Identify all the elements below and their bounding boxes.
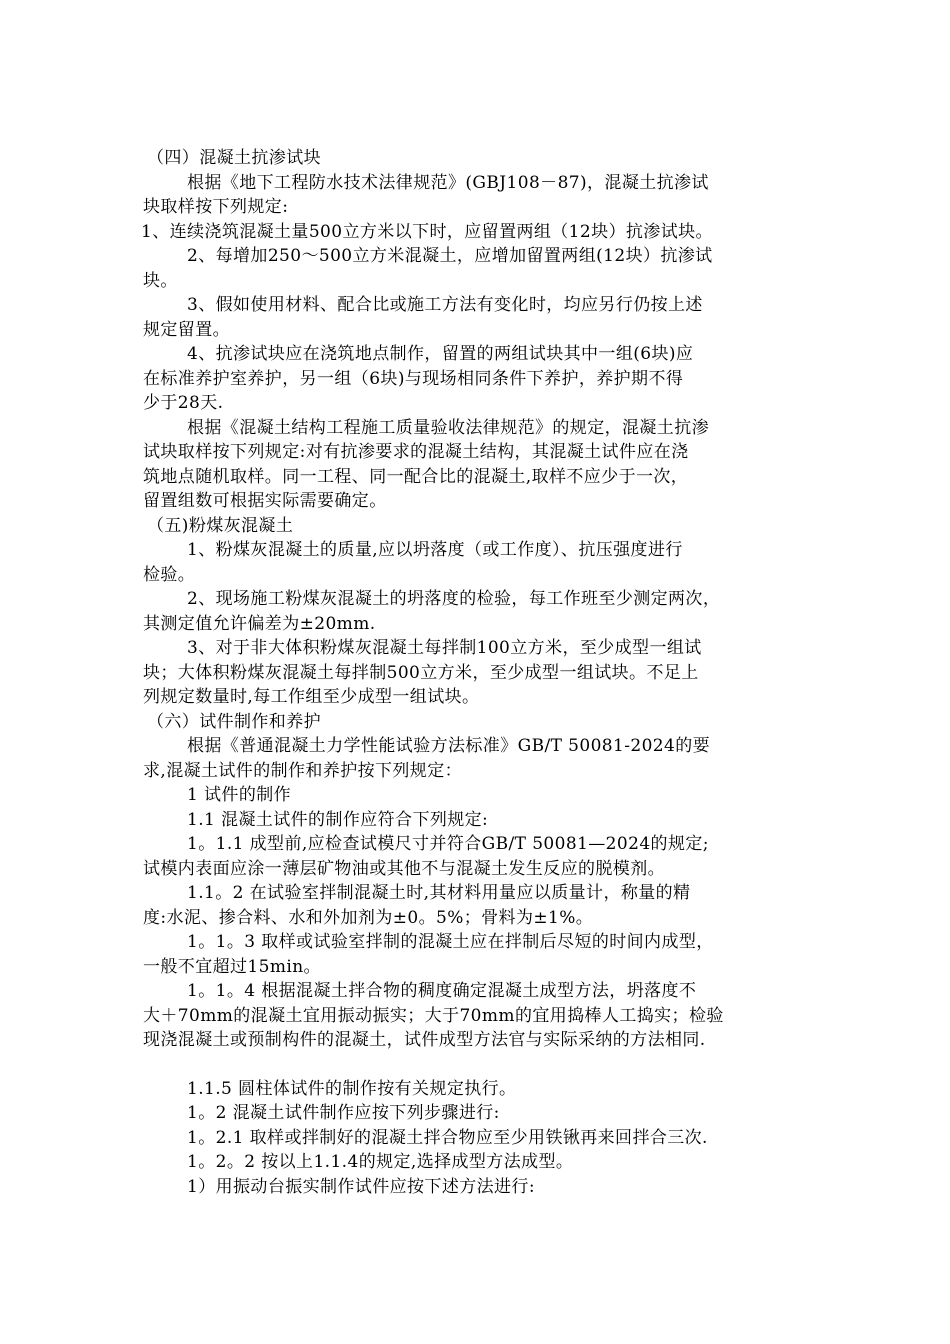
text-line: 4、抗渗试块应在浇筑地点制作，留置的两组试块其中一组(6块)应	[187, 344, 694, 364]
text-line: 1。1。3 取样或试验室拌制的混凝土应在拌制后尽短的时间内成型，	[187, 932, 714, 952]
text-line: 2、现场施工粉煤灰混凝土的坍落度的检验，每工作班至少测定两次，	[187, 589, 721, 609]
text-line: 试模内表面应涂一薄层矿物油或其他不与混凝土发生反应的脱模剂。	[143, 858, 665, 879]
text-line: 块；大体积粉煤灰混凝土每拌制500立方米，至少成型一组试块。不足上	[143, 662, 699, 683]
section-heading-6: （六）试件制作和养护	[147, 711, 321, 732]
text-line: 检验。	[143, 564, 196, 585]
text-line: 1.1。2 在试验室拌制混凝土时,其材料用量应以质量计，称量的精	[187, 883, 691, 903]
text-line: 其测定值允许偏差为±20mm.	[143, 613, 376, 634]
text-line: 求,混凝土试件的制作和养护按下列规定：	[143, 760, 463, 781]
text-line: 列规定数量时,每工作组至少成型一组试块。	[143, 687, 480, 707]
text-line: 1。2 混凝土试件制作应按下列步骤进行:	[187, 1103, 500, 1123]
text-line: 1。1.1 成型前,应检查试模尺寸并符合GB/T 50081—2024的规定;	[187, 834, 709, 854]
text-line: 块。	[143, 270, 178, 291]
text-line: 根据《地下工程防水技术法律规范》(GBJ108－87)，混凝土抗渗试	[187, 172, 709, 193]
section-heading-4: （四）混凝土抗渗试块	[147, 148, 321, 168]
text-line: 3、假如使用材料、配合比或施工方法有变化时，均应另行仍按上述	[187, 295, 703, 315]
text-line: 一般不宜超过15min。	[143, 956, 321, 977]
blank-line	[143, 1053, 813, 1077]
text-line: 筑地点随机取样。同一工程、同一配合比的混凝土,取样不应少于一次，	[143, 466, 689, 487]
text-line: 1。2.1 取样或拌制好的混凝土拌合物应至少用铁锹再来回拌合三次.	[187, 1127, 708, 1148]
text-line: 根据《普通混凝土力学性能试验方法标准》GB/T 50081-2024的要	[187, 736, 711, 756]
text-line: 少于28天.	[143, 393, 224, 413]
text-line: 1。1。4 根据混凝土拌合物的稠度确定混凝土成型方法，坍落度不	[187, 981, 697, 1001]
document-body	[143, 146, 813, 1199]
text-line: 1）用振动台振实制作试件应按下述方法进行:	[187, 1176, 535, 1197]
text-line: 1。2。2 按以上1.1.4的规定,选择成型方法成型。	[187, 1152, 574, 1172]
text-line: 1.1 混凝土试件的制作应符合下列规定:	[187, 809, 489, 830]
text-line: 根据《混凝土结构工程施工质量验收法律规范》的规定，混凝土抗渗	[187, 417, 709, 438]
text-line: 1、粉煤灰混凝土的质量,应以坍落度（或工作度）、抗压强度进行	[187, 540, 683, 560]
text-line: 现浇混凝土或预制构件的混凝土，试件成型方法官与实际采纳的方法相同.	[143, 1030, 706, 1050]
text-line: 留置组数可根据实际需要确定。	[143, 491, 387, 511]
text-line: 大＋70mm的混凝土宜用振动振实；大于70mm的宜用捣棒人工捣实；检验	[143, 1005, 724, 1026]
text-line: 度:水泥、掺合料、水和外加剂为±0。5%；骨料为±1%。	[143, 907, 594, 928]
text-line: 试块取样按下列规定:对有抗渗要求的混凝土结构，其混凝土试件应在浇	[143, 442, 689, 462]
subheading-line: 1 试件的制作	[187, 785, 292, 805]
text-line: 2、每增加250～500立方米混凝土，应增加留置两组(12块）抗渗试	[187, 246, 713, 266]
text-line: 块取样按下列规定:	[143, 197, 289, 217]
text-line: 1、连续浇筑混凝土量500立方米以下时，应留置两组（12块）抗渗试块。	[141, 221, 713, 242]
text-line: 规定留置。	[143, 319, 230, 340]
section-heading-5: （五)粉煤灰混凝土	[147, 515, 294, 536]
text-line: 1.1.5 圆柱体试件的制作按有关规定执行。	[187, 1078, 517, 1099]
text-line: 3、对于非大体积粉煤灰混凝土每拌制100立方米，至少成型一组试	[187, 638, 702, 658]
text-line: 在标准养护室养护，另一组（6块)与现场相同条件下养护，养护期不得	[143, 368, 684, 389]
